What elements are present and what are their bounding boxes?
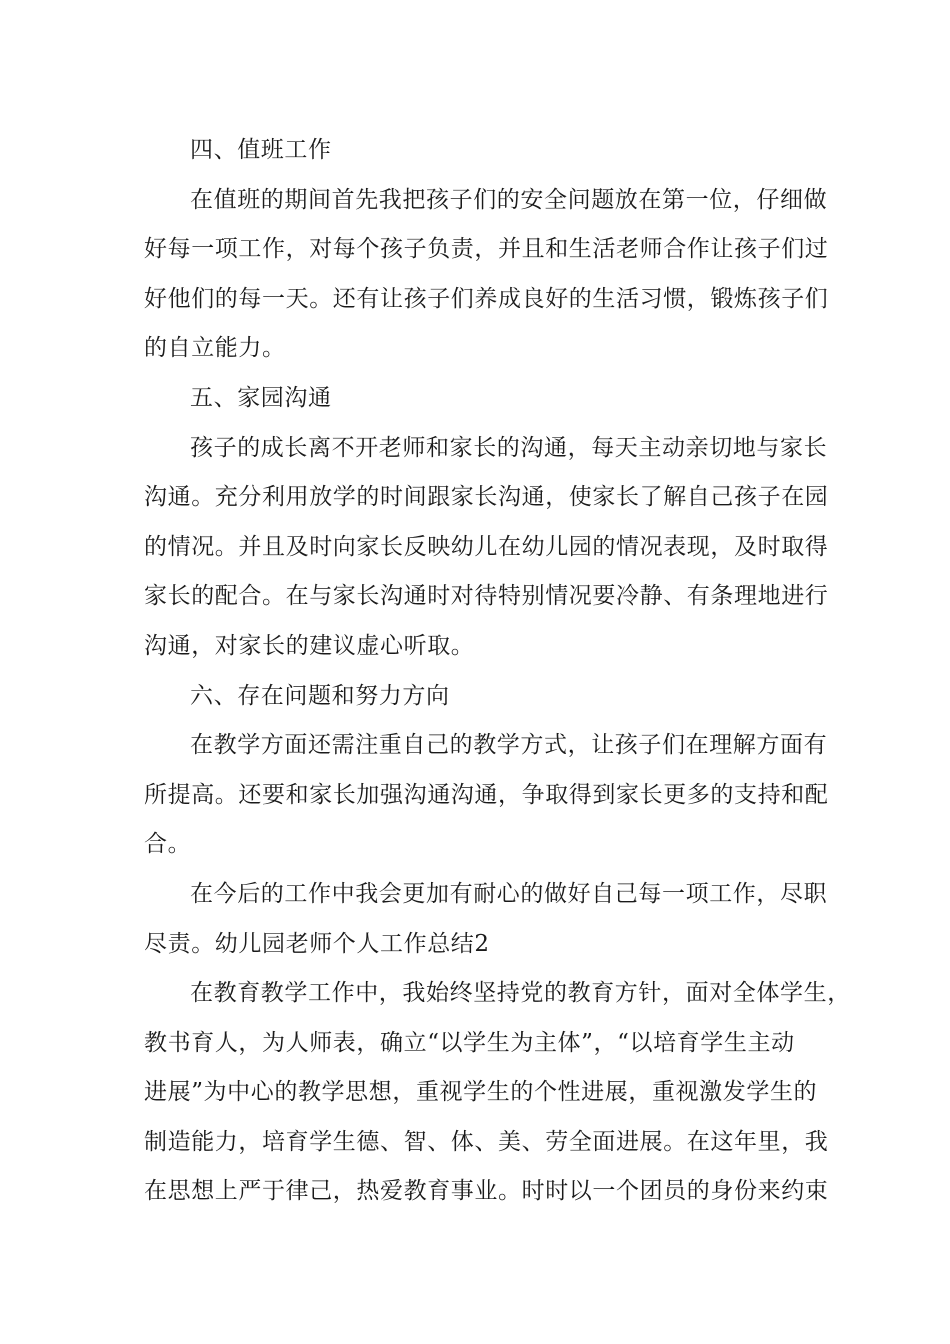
paragraph-line: 合。 — [144, 831, 192, 858]
paragraph-line: 沟通。充分利用放学的时间跟家长沟通，使家长了解自己孩子在园 — [144, 484, 829, 511]
paragraph-line: 制造能力，培育学生德、智、体、美、劳全面进展。在这年里，我 — [144, 1128, 829, 1155]
paragraph-line: 好每一项工作，对每个孩子负责，并且和生活老师合作让孩子们过 — [144, 236, 829, 263]
paragraph-line: 好他们的每一天。还有让孩子们养成良好的生活习惯，锻炼孩子们 — [144, 285, 829, 312]
paragraph-line: 教书育人，为人师表，确立“以学生为主体”，“以培育学生主动 — [144, 1029, 795, 1056]
paragraph-line: 在教育教学工作中，我始终坚持党的教育方针，面对全体学生， — [190, 980, 851, 1007]
section-heading-home-school: 五、家园沟通 — [190, 384, 332, 411]
paragraph-line: 家长的配合。在与家长沟通时对待特别情况要冷静、有条理地进行 — [144, 583, 829, 610]
document-body — [144, 126, 851, 1217]
section-heading-problems: 六、存在问题和努力方向 — [190, 682, 450, 709]
paragraph-line: 的自立能力。 — [144, 335, 286, 362]
paragraph-line: 的情况。并且及时向家长反映幼儿在幼儿园的情况表现，及时取得 — [144, 533, 829, 560]
paragraph-line: 所提高。还要和家长加强沟通沟通，争取得到家长更多的支持和配 — [144, 781, 829, 808]
paragraph-line: 在今后的工作中我会更加有耐心的做好自己每一项工作，尽职 — [190, 880, 828, 907]
section-heading-duty: 四、值班工作 — [190, 137, 332, 163]
paragraph-line: 进展”为中心的教学思想，重视学生的个性进展，重视激发学生的 — [144, 1079, 818, 1106]
paragraph-line: 在值班的期间首先我把孩子们的安全问题放在第一位，仔细做 — [190, 186, 828, 213]
paragraph-line: 在思想上严于律己，热爱教育事业。时时以一个团员的身份来约束 — [144, 1178, 829, 1205]
paragraph-line: 尽责。幼儿园老师个人工作总结2 — [144, 930, 490, 957]
paragraph-line: 在教学方面还需注重自己的教学方式，让孩子们在理解方面有 — [190, 732, 828, 759]
paragraph-line: 沟通，对家长的建议虚心听取。 — [144, 632, 475, 659]
paragraph-line: 孩子的成长离不开老师和家长的沟通，每天主动亲切地与家长 — [190, 434, 828, 461]
